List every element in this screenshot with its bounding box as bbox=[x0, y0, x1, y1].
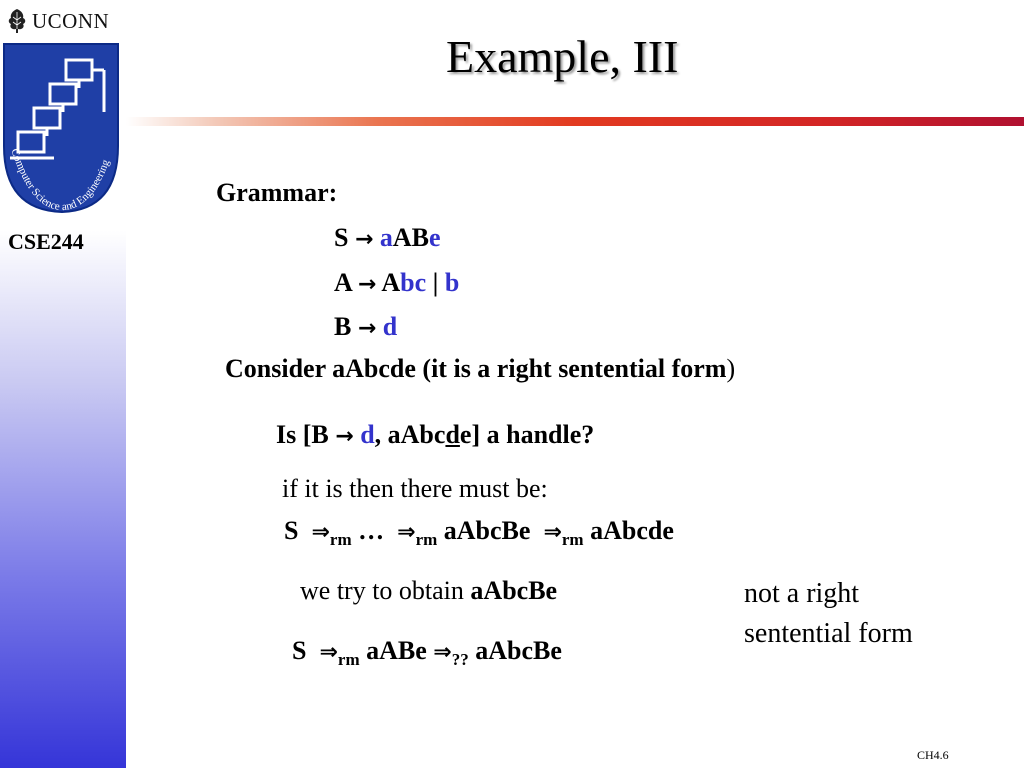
alternative-bar: | bbox=[432, 268, 439, 297]
sentential-form-2: aAbcBe bbox=[475, 636, 562, 665]
derives-arrow-icon: ⇒ bbox=[397, 520, 416, 545]
unknown-subscript: ?? bbox=[451, 650, 469, 669]
terminal-a: a bbox=[379, 223, 393, 252]
question-d: d bbox=[360, 420, 375, 449]
uconn-logo bbox=[6, 6, 109, 36]
terminal-e: e bbox=[429, 223, 441, 252]
question-underlined-d: d bbox=[445, 420, 460, 449]
sentential-form-1: aABe bbox=[366, 636, 427, 665]
consider-text: Consider aAbcde (it is a right sentential form bbox=[225, 354, 727, 383]
title-divider bbox=[126, 117, 1024, 126]
uconn-wordmark: UCONN bbox=[32, 8, 110, 33]
try-line bbox=[300, 576, 557, 606]
start-symbol: S bbox=[292, 636, 307, 665]
right-arrow-icon: → bbox=[357, 272, 377, 297]
right-arrow-icon: → bbox=[357, 316, 377, 341]
derives-arrow-icon: ⇒ bbox=[311, 520, 330, 545]
question-mid: , aAbc bbox=[374, 420, 446, 449]
oak-leaf-icon bbox=[6, 8, 28, 34]
slide-title: Example, III bbox=[446, 31, 679, 82]
consider-close-paren: ) bbox=[726, 354, 736, 383]
derives-arrow-icon: ⇒ bbox=[543, 520, 562, 545]
grammar-rule-b bbox=[334, 312, 397, 344]
rm-subscript: rm bbox=[329, 530, 352, 549]
note-line-1: not a right bbox=[744, 578, 860, 609]
slide-number: CH4.6 bbox=[917, 748, 949, 762]
terminal-d: d bbox=[382, 312, 398, 341]
ellipsis: … bbox=[358, 516, 385, 545]
question-pre: Is [B bbox=[276, 420, 329, 449]
rm-subscript: rm bbox=[337, 650, 360, 669]
try-text: we try to obtain bbox=[300, 576, 471, 605]
badge-caption: Computer Science and Engineering bbox=[8, 147, 113, 214]
grammar-rule-a bbox=[334, 268, 459, 300]
question-post: e] a handle? bbox=[459, 420, 595, 449]
try-form: aAbcBe bbox=[470, 576, 558, 605]
derivation-2 bbox=[292, 636, 562, 675]
rule-lhs: B bbox=[334, 312, 352, 341]
grammar-rule-s bbox=[334, 223, 441, 255]
nonterminal-a: A bbox=[381, 268, 401, 297]
terminal-bc: bc bbox=[400, 268, 427, 297]
note-line-2: sentential form bbox=[744, 618, 913, 649]
grammar-heading: Grammar: bbox=[216, 178, 338, 207]
start-symbol: S bbox=[284, 516, 299, 545]
rule-lhs: A bbox=[334, 268, 352, 297]
handle-question bbox=[276, 420, 594, 452]
consider-line bbox=[225, 354, 735, 384]
right-arrow-icon: → bbox=[335, 424, 354, 449]
rm-subscript: rm bbox=[415, 530, 438, 549]
if-line: if it is then there must be: bbox=[282, 474, 548, 503]
sentential-form-1: aAbcBe bbox=[443, 516, 531, 545]
terminal-b: b bbox=[444, 268, 460, 297]
sidebar bbox=[0, 0, 126, 768]
course-code: CSE244 bbox=[8, 229, 84, 254]
nonterminals-ab: AB bbox=[392, 223, 430, 252]
derives-arrow-icon: ⇒ bbox=[433, 640, 452, 665]
rm-subscript: rm bbox=[561, 530, 584, 549]
rule-lhs: S bbox=[334, 223, 349, 252]
cse-badge bbox=[0, 42, 124, 214]
derives-arrow-icon: ⇒ bbox=[319, 640, 338, 665]
sentential-form-2: aAbcde bbox=[590, 516, 674, 545]
right-arrow-icon: → bbox=[354, 227, 374, 252]
derivation-1 bbox=[284, 516, 674, 555]
side-note bbox=[744, 574, 913, 654]
